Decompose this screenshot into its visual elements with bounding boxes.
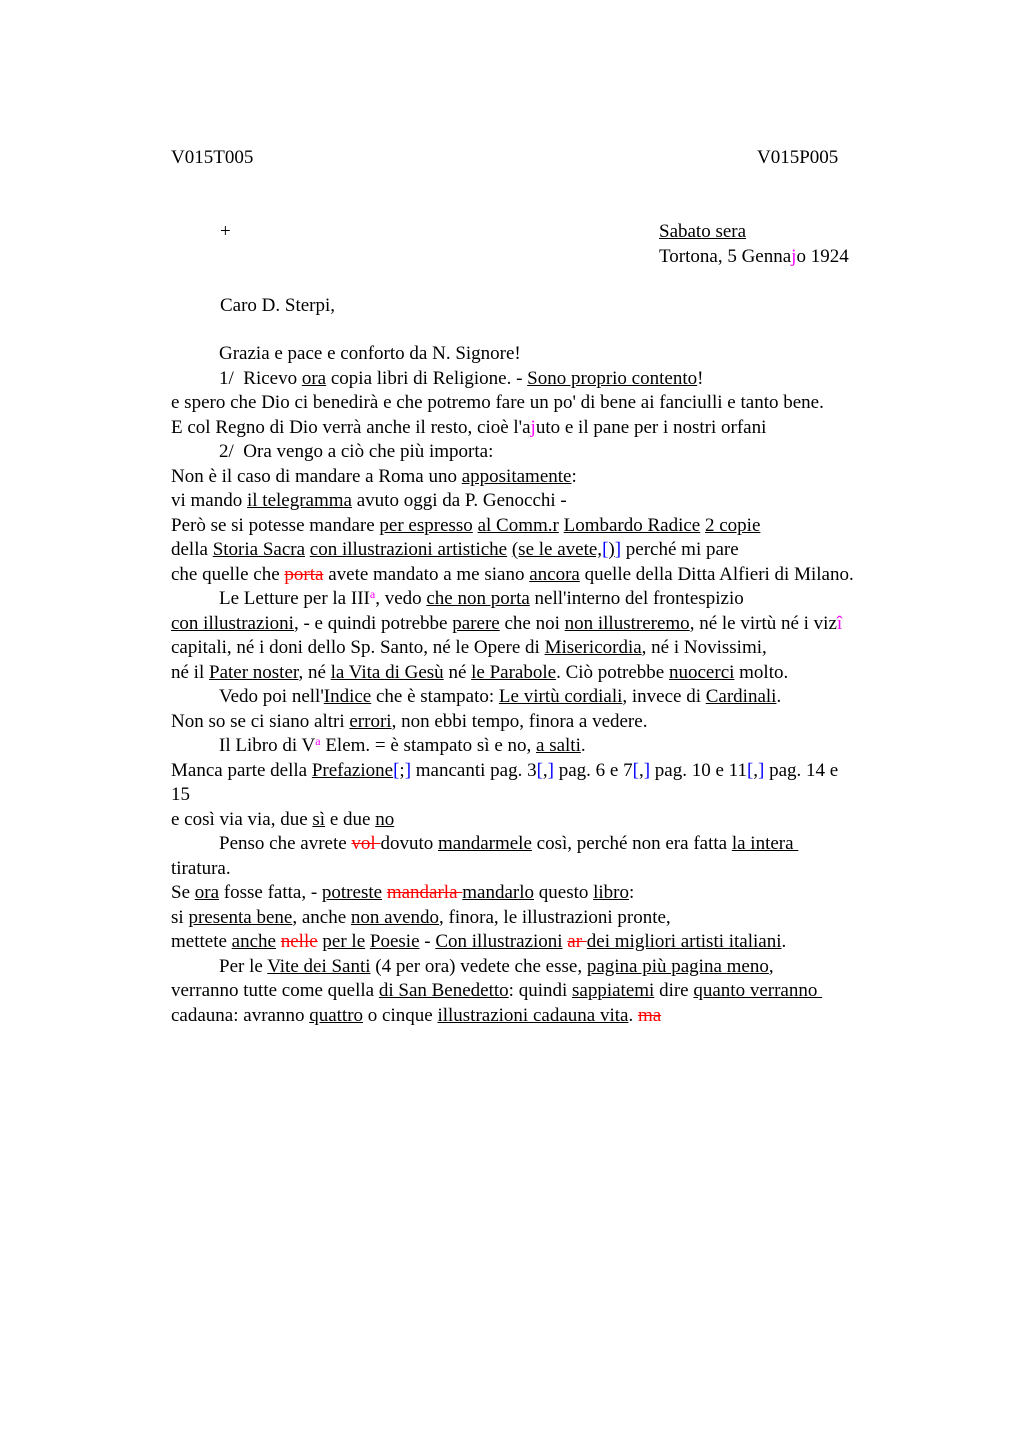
text-segment: ] xyxy=(547,759,554,781)
text-segment: quelle della Ditta Alfieri di Milano. xyxy=(579,563,854,585)
text-segment: mandarmele xyxy=(437,833,532,854)
text-segment: , xyxy=(638,759,644,781)
text-segment: quattro xyxy=(309,1004,364,1026)
text-segment: Vedo poi nell' xyxy=(219,686,324,707)
text-segment: della xyxy=(171,539,213,560)
text-segment: per le xyxy=(322,931,366,952)
text-segment: potreste xyxy=(321,882,383,903)
text-segment: e così via via, due xyxy=(171,808,313,830)
text-segment: Con illustrazioni xyxy=(435,931,563,952)
text-segment: , xyxy=(542,759,548,781)
text-segment: . xyxy=(781,931,787,952)
text-line xyxy=(171,367,931,392)
text-line xyxy=(171,342,931,367)
text-segment: si xyxy=(171,906,189,928)
text-segment: Misericordia xyxy=(544,637,642,658)
text-segment: vol xyxy=(351,833,381,854)
text-line xyxy=(171,685,931,710)
text-segment: né il xyxy=(171,661,209,683)
text-segment: che quelle che xyxy=(171,563,285,585)
text-segment: [ xyxy=(746,759,754,781)
text-segment: 2 copie xyxy=(705,514,761,536)
text-segment: Se xyxy=(171,882,195,903)
text-line xyxy=(171,563,931,588)
text-segment: appositamente xyxy=(461,465,572,487)
text-segment: Indice xyxy=(323,686,372,707)
text-segment: 1/ Ricevo xyxy=(219,367,302,389)
text-segment: sì xyxy=(312,808,326,830)
text-segment: [ xyxy=(602,539,609,560)
text-segment: pag. 14 e xyxy=(764,759,839,781)
text-segment: . xyxy=(628,1004,638,1026)
text-segment: Manca parte della xyxy=(171,759,312,781)
text-segment: sappiatemi xyxy=(572,980,655,1001)
text-segment: anche xyxy=(231,931,276,952)
text-line xyxy=(171,955,931,980)
text-segment: Tortona, 5 Genna xyxy=(659,246,792,267)
text-segment: Cardinali xyxy=(705,686,777,707)
text-line xyxy=(171,979,931,1004)
text-segment: capitali, né i doni dello Sp. Santo, né le Opere di xyxy=(171,637,545,658)
text-segment: Però se si potesse mandare xyxy=(171,514,380,536)
text-segment: , xyxy=(753,759,759,781)
text-segment: vi mando xyxy=(171,490,247,511)
text-segment: , vedo xyxy=(375,588,427,609)
text-segment: avete mandato a me siano xyxy=(323,563,530,585)
text-segment: libro xyxy=(593,882,630,903)
text-segment: nell'interno del frontespizio xyxy=(529,588,744,609)
page-code-left: V015T005 xyxy=(171,147,254,168)
text-segment: Storia Sacra xyxy=(212,539,306,560)
text-segment: porta xyxy=(284,563,324,585)
text-segment: Non è il caso di mandare a Roma uno xyxy=(171,465,462,487)
text-segment: [ xyxy=(632,759,639,781)
text-line xyxy=(171,440,931,465)
text-segment: o 1924 xyxy=(796,246,849,267)
text-segment: , né xyxy=(298,661,331,683)
text-segment: fosse fatta, - xyxy=(219,882,322,903)
text-segment: Prefazione xyxy=(311,759,394,781)
text-segment: Pater noster xyxy=(209,661,299,683)
text-segment: . xyxy=(776,686,782,707)
text-segment: : xyxy=(571,465,577,487)
text-segment: ] xyxy=(404,759,412,781)
text-segment: nelle xyxy=(280,931,318,952)
text-segment: a xyxy=(369,587,376,601)
text-segment: ] xyxy=(614,539,622,560)
text-segment: che noi xyxy=(499,612,565,634)
text-segment: , invece di xyxy=(622,686,706,707)
text-segment: mettete xyxy=(171,931,232,952)
text-segment: che non porta xyxy=(426,588,530,609)
text-line xyxy=(171,661,931,686)
text-segment: j xyxy=(791,246,797,267)
text-segment: ancora xyxy=(529,563,580,585)
text-segment: î xyxy=(836,612,843,634)
text-segment: e due xyxy=(325,808,376,830)
text-segment: ora xyxy=(194,882,220,903)
text-segment: E col Regno di Dio verrà anche il resto, cioè l'a xyxy=(171,416,531,438)
text-segment: [ xyxy=(393,759,400,781)
text-segment: Per le xyxy=(219,955,268,977)
text-line xyxy=(171,857,931,882)
text-segment: a xyxy=(315,734,321,748)
text-segment: ar xyxy=(567,931,587,952)
text-segment: [ xyxy=(536,759,543,781)
text-segment: perché mi pare xyxy=(621,539,739,560)
text-segment: e spero che Dio ci benedirà e che potremo fare un po' di bene ai fanciulli e tanto bene. xyxy=(171,392,824,413)
text-segment: verranno tutte come quella xyxy=(171,980,379,1001)
text-segment: presenta bene xyxy=(188,906,293,928)
text-segment: il telegramma xyxy=(247,490,352,511)
text-segment: Le Letture per la III xyxy=(219,588,370,609)
text-segment: avuto oggi da P. Genocchi - xyxy=(351,490,567,511)
text-segment: ora xyxy=(301,367,327,389)
text-line xyxy=(171,391,931,416)
text-segment: né xyxy=(443,661,472,683)
text-segment: o cinque xyxy=(363,1004,438,1026)
text-segment: j xyxy=(530,416,536,438)
text-segment: tiratura. xyxy=(171,857,231,879)
text-line xyxy=(171,1004,931,1029)
text-segment: le Parabole xyxy=(471,661,557,683)
text-segment: la intera xyxy=(731,833,799,854)
text-line xyxy=(171,734,931,759)
text-segment: Elem. = è stampato sì e no, xyxy=(320,735,537,756)
text-segment: 15 xyxy=(171,784,190,805)
text-segment: , non ebbi tempo, finora a vedere. xyxy=(391,710,648,732)
text-segment: dovuto xyxy=(380,833,438,854)
text-line xyxy=(171,881,931,906)
text-segment: di San Benedetto xyxy=(378,980,509,1001)
text-segment: Il Libro di V xyxy=(219,735,316,756)
salutation: Caro D. Sterpi, xyxy=(220,295,336,316)
text-line xyxy=(171,710,931,735)
letter-body xyxy=(171,342,931,1028)
text-segment: pag. 6 e 7 xyxy=(554,759,633,781)
text-line xyxy=(171,514,931,539)
text-line xyxy=(171,636,931,661)
text-line xyxy=(171,832,931,857)
text-segment: ; xyxy=(399,759,405,781)
text-segment: a salti xyxy=(536,735,581,756)
text-line xyxy=(171,930,931,955)
text-segment: , anche xyxy=(292,906,351,928)
text-segment: ] xyxy=(643,759,651,781)
text-line xyxy=(171,538,931,563)
text-segment: uto e il pane per i nostri orfani xyxy=(535,416,767,438)
text-segment: Non so se ci siano altri xyxy=(171,710,350,732)
text-segment: cadauna: avranno xyxy=(171,1004,310,1026)
page-code-right: V015P005 xyxy=(757,147,839,168)
text-segment: Le virtù cordiali xyxy=(498,686,623,707)
text-line xyxy=(171,416,931,441)
text-segment: ma xyxy=(637,1004,662,1026)
text-segment: mandarla xyxy=(386,882,463,903)
text-segment: mandarlo xyxy=(462,882,535,903)
text-segment: - xyxy=(419,931,436,952)
text-segment: . Ciò potrebbe xyxy=(556,661,669,683)
date-line-2 xyxy=(659,245,849,269)
text-segment: copia libri di Religione. - xyxy=(326,367,528,389)
text-segment: ! xyxy=(697,367,704,389)
text-segment: quanto verranno xyxy=(693,980,823,1001)
text-segment: al Comm.r xyxy=(477,514,559,536)
text-segment: no xyxy=(375,808,395,830)
text-segment: per espresso xyxy=(379,514,473,536)
text-segment: . xyxy=(580,735,586,756)
text-segment: Grazia e pace e conforto da N. Signore! xyxy=(219,343,521,364)
text-segment: nuocerci xyxy=(669,661,735,683)
text-segment: illustrazioni cadauna vita xyxy=(437,1004,629,1026)
text-segment: parere xyxy=(452,612,500,634)
text-segment: : xyxy=(629,882,635,903)
text-segment: la Vita di Gesù xyxy=(330,661,444,683)
text-line xyxy=(171,808,931,833)
text-segment: pagina più pagina meno xyxy=(586,955,769,977)
text-segment: (4 per ora) vedete che esse, xyxy=(370,955,587,977)
text-segment: , né i Novissimi, xyxy=(641,637,767,658)
text-segment: dire xyxy=(654,980,694,1001)
text-segment: pag. 10 e 11 xyxy=(650,759,747,781)
text-line xyxy=(171,587,931,612)
date-line-1: Sabato sera xyxy=(659,221,747,242)
text-segment: , né le virtù né i viz xyxy=(689,612,837,634)
cross-mark: + xyxy=(220,221,231,242)
text-line xyxy=(171,783,931,808)
text-segment: errori xyxy=(349,710,392,732)
text-segment: Poesie xyxy=(369,931,420,952)
text-segment: Sono proprio contento xyxy=(527,367,698,389)
text-segment: non illustreremo xyxy=(564,612,690,634)
text-segment: questo xyxy=(534,882,594,903)
text-segment: , xyxy=(768,955,774,977)
text-line xyxy=(171,612,931,637)
text-segment: 2/ Ora vengo a ciò che più importa: xyxy=(219,441,494,462)
text-segment: mancanti pag. 3 xyxy=(411,759,537,781)
text-segment: che è stampato: xyxy=(371,686,499,707)
text-line xyxy=(171,906,931,931)
text-segment: dei migliori artisti italiani xyxy=(586,931,782,952)
text-segment: , finora, le illustrazioni pronte, xyxy=(439,906,671,928)
text-segment: (se le avete, xyxy=(511,539,603,560)
text-segment: : quindi xyxy=(508,980,573,1001)
text-segment: molto. xyxy=(734,661,789,683)
text-segment: ) xyxy=(608,539,615,560)
text-segment: Vite dei Santi xyxy=(267,955,371,977)
text-line xyxy=(171,465,931,490)
text-line xyxy=(171,759,931,784)
text-segment: con illustrazioni xyxy=(171,612,294,634)
text-segment: con illustrazioni artistiche xyxy=(309,539,508,560)
text-segment: , - e quindi potrebbe xyxy=(293,612,453,634)
text-segment: non avendo xyxy=(350,906,440,928)
text-line xyxy=(171,489,931,514)
text-segment: Lombardo Radice xyxy=(563,514,701,536)
text-segment: così, perché non era fatta xyxy=(531,833,732,854)
text-segment: ] xyxy=(758,759,765,781)
text-segment: Penso che avrete xyxy=(219,833,352,854)
